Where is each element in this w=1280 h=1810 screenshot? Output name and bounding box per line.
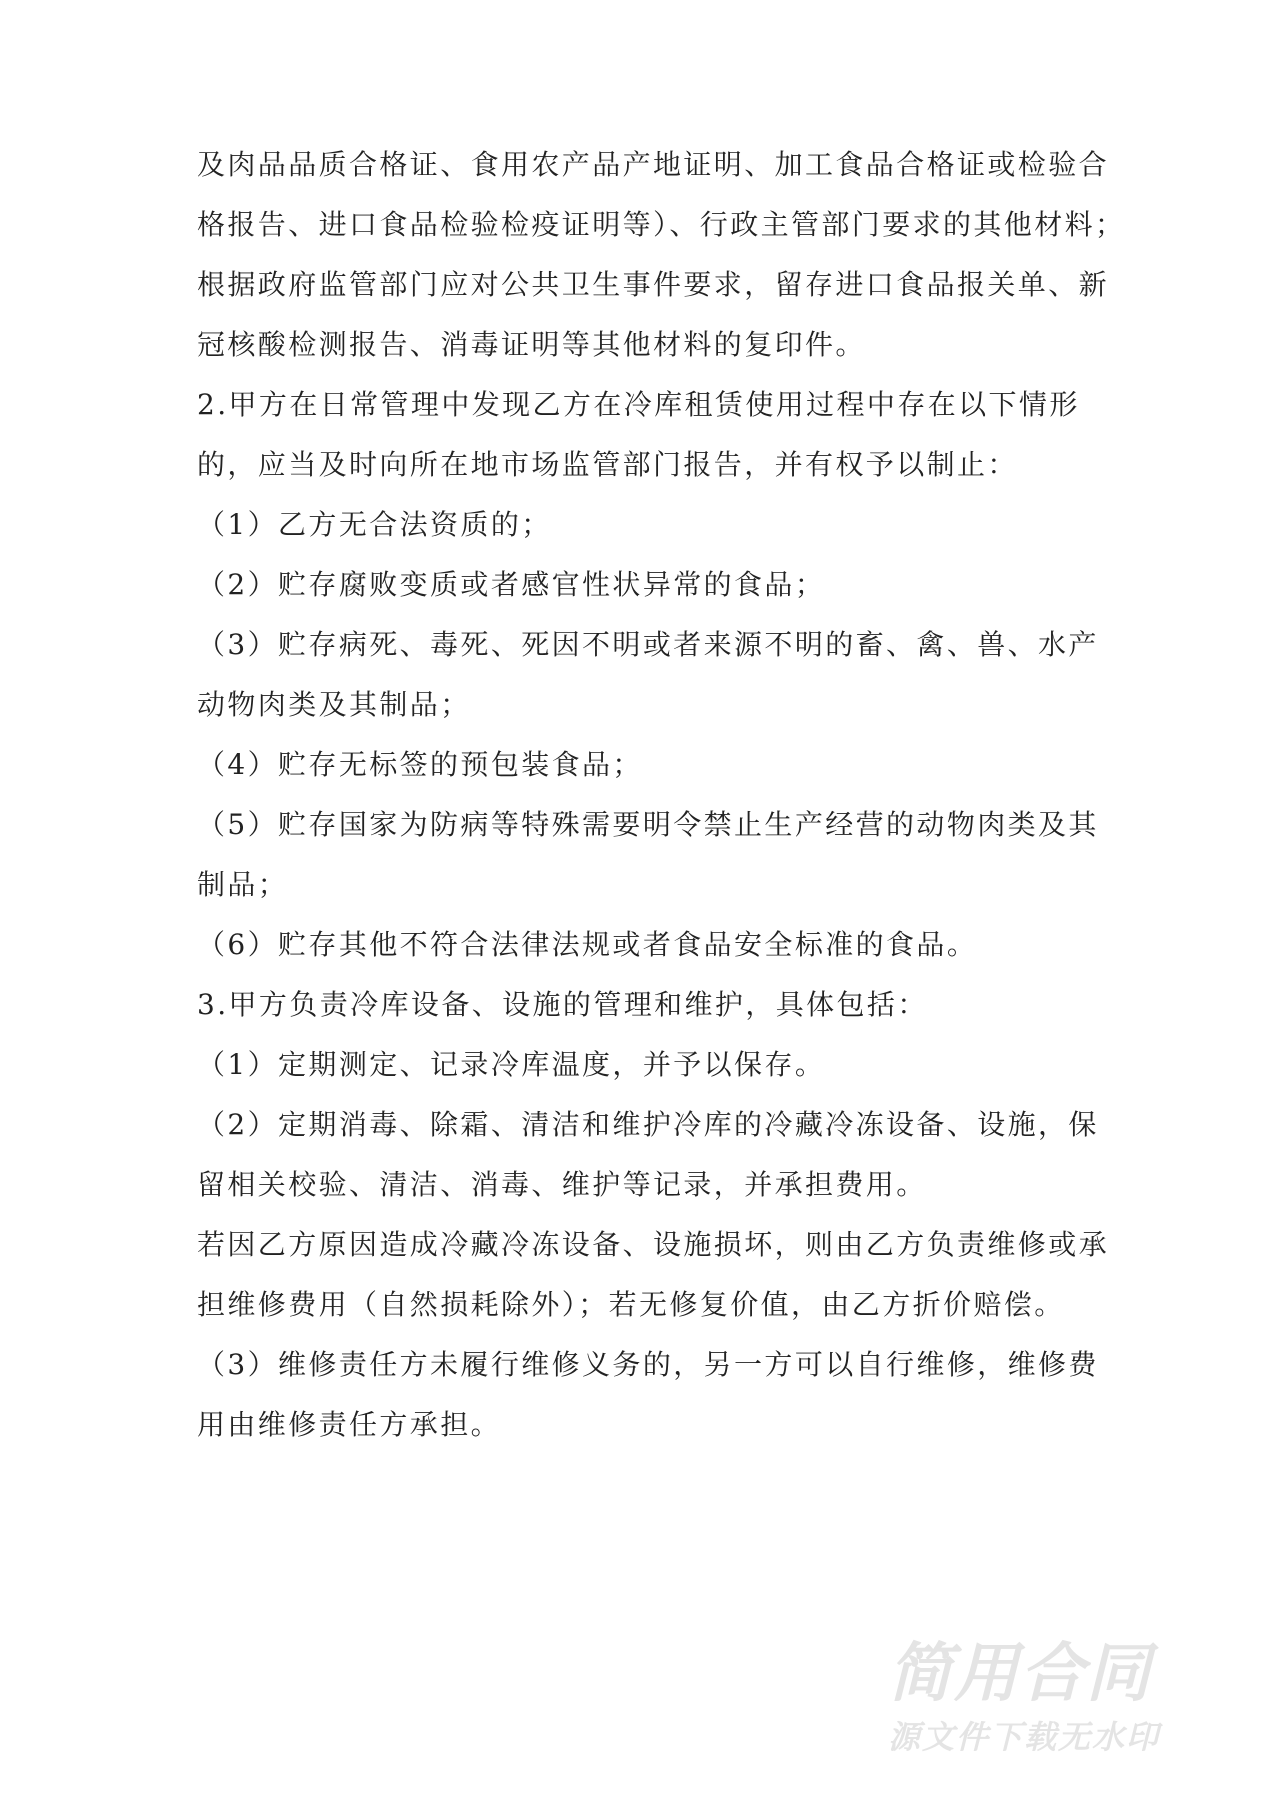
text-line: 留相关校验、清洁、消毒、维护等记录，并承担费用。 xyxy=(197,1168,927,1201)
text-line: 根据政府监管部门应对公共卫生事件要求，留存进口食品报关单、新 xyxy=(197,268,1110,301)
text-line: 若因乙方原因造成冷藏冷冻设备、设施损坏，则由乙方负责维修或承 xyxy=(197,1228,1110,1261)
watermark-title: 简用合同 xyxy=(888,1637,1152,1711)
text-line: 担维修费用（自然损耗除外）；若无修复价值，由乙方折价赔偿。 xyxy=(197,1288,1065,1321)
text-line: 格报告、进口食品检验检疫证明等）、行政主管部门要求的其他材料； xyxy=(197,208,1126,241)
text-line: 冠核酸检测报告、消毒证明等其他材料的复印件。 xyxy=(197,328,866,361)
text-line: （1）定期测定、记录冷库温度，并予以保存。 xyxy=(197,1048,826,1081)
text-line: （6）贮存其他不符合法律法规或者食品安全标准的食品。 xyxy=(197,928,978,961)
text-line: 制品； xyxy=(197,868,289,901)
text-line: （3）贮存病死、毒死、死因不明或者来源不明的畜、禽、兽、水产 xyxy=(197,628,1099,661)
text-line: （2）定期消毒、除霜、清洁和维护冷库的冷藏冷冻设备、设施，保 xyxy=(197,1108,1099,1141)
text-line: （4）贮存无标签的预包装食品； xyxy=(197,748,643,781)
text-line: （2）贮存腐败变质或者感官性状异常的食品； xyxy=(197,568,826,601)
watermark-subtitle: 源文件下载无水印 xyxy=(888,1718,1161,1756)
text-line: 动物肉类及其制品； xyxy=(197,688,471,721)
text-line: （3）维修责任方未履行维修义务的，另一方可以自行维修，维修费 xyxy=(197,1348,1099,1381)
text-line: 3.甲方负责冷库设备、设施的管理和维护，具体包括： xyxy=(197,988,928,1021)
text-line: 的，应当及时向所在地市场监管部门报告，并有权予以制止： xyxy=(197,448,1018,481)
text-line: （5）贮存国家为防病等特殊需要明令禁止生产经营的动物肉类及其 xyxy=(197,808,1099,841)
text-line: 2.甲方在日常管理中发现乙方在冷库租赁使用过程中存在以下情形 xyxy=(197,388,1080,421)
text-line: 用由维修责任方承担。 xyxy=(197,1408,502,1441)
text-line: （1）乙方无合法资质的； xyxy=(197,508,552,541)
text-line: 及肉品品质合格证、食用农产品产地证明、加工食品合格证或检验合 xyxy=(197,148,1110,181)
